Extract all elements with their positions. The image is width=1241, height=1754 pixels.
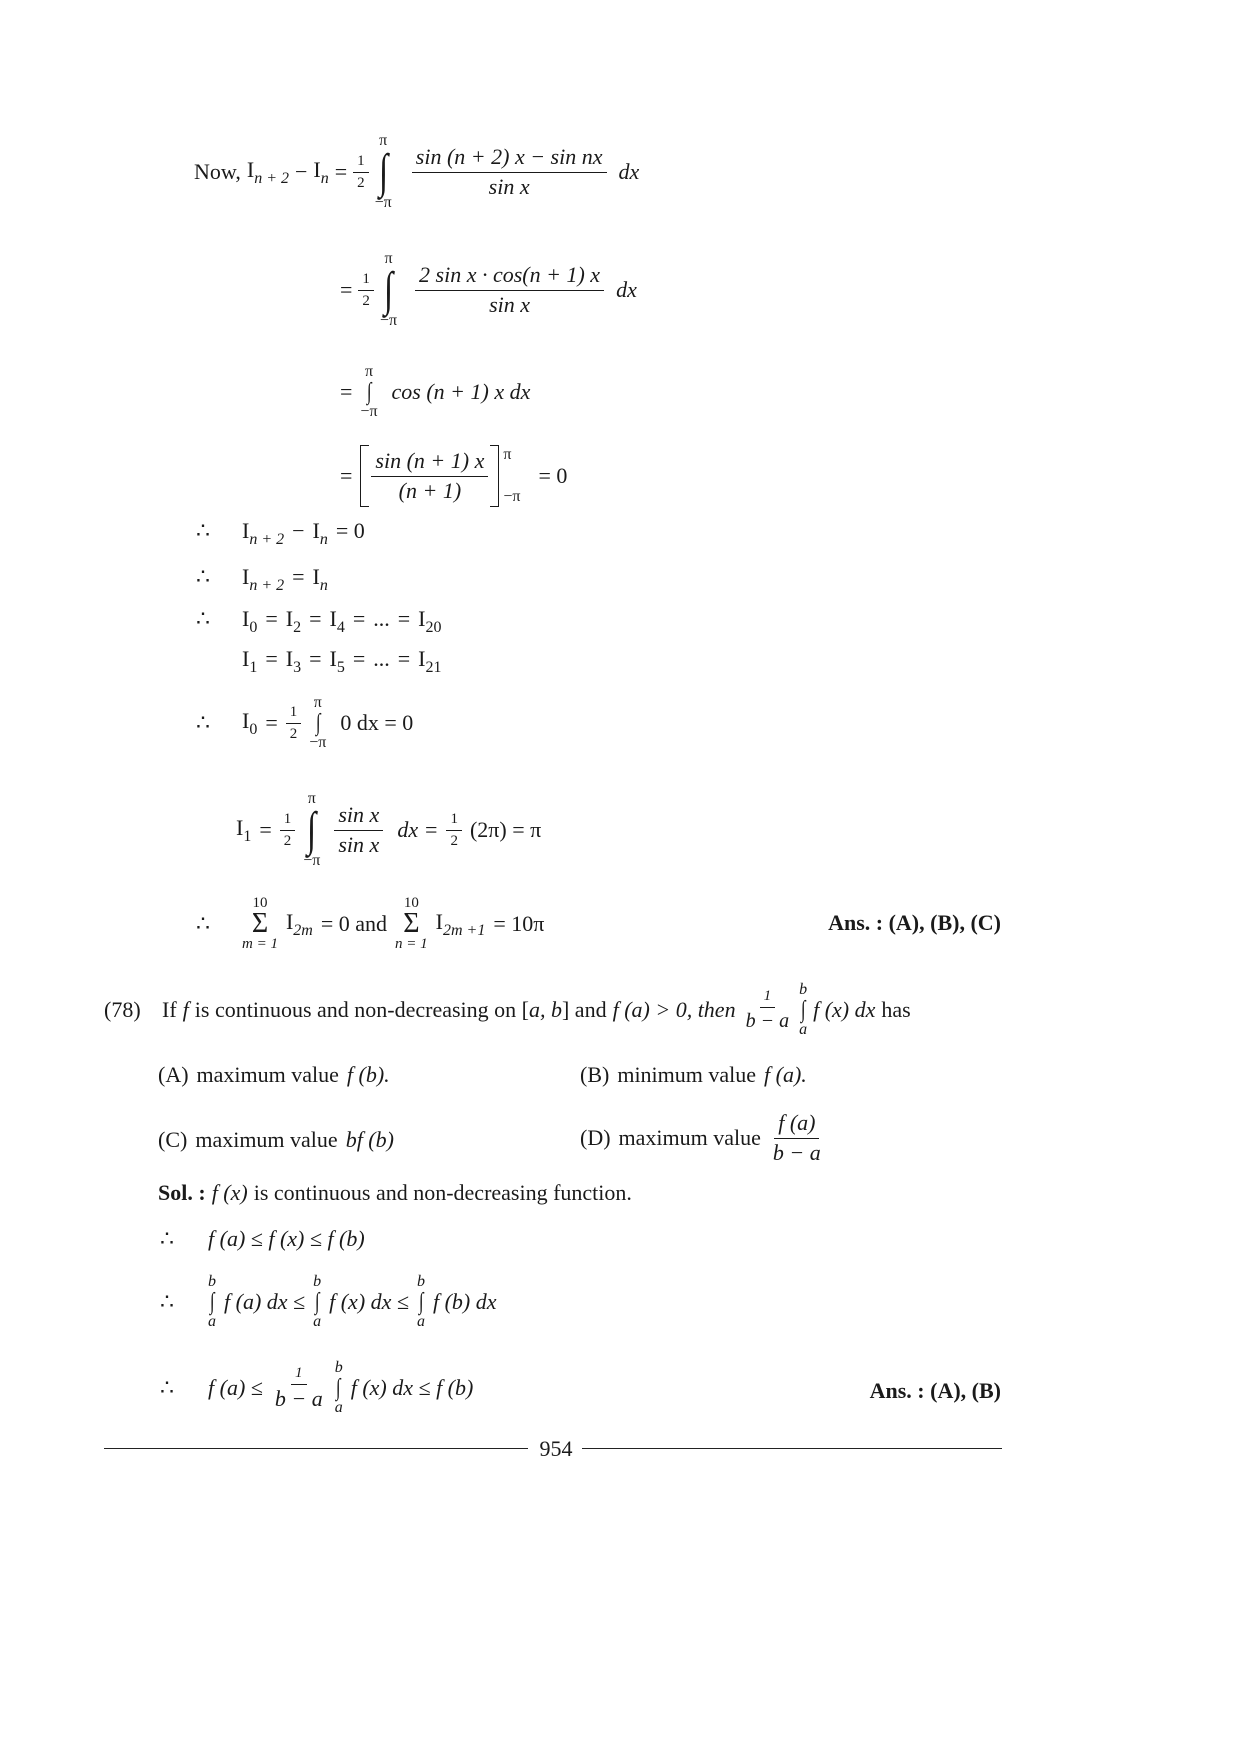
footer-rule-right bbox=[582, 1448, 1002, 1449]
integral-sign: b ∫ a bbox=[313, 1273, 322, 1330]
step1-fraction: $\frac{\text{sin (n + 2) x − sin nx}}{\text{sin x}}$ bbox=[412, 145, 607, 198]
solution-intro: Sol. : f (x) is continuous and non-decreasing function. bbox=[158, 1180, 632, 1205]
result-line-1: ∴ $I_{n + 2}$ − $I_n$ = 0 bbox=[196, 518, 365, 548]
odd-chain-line: $I_1$ = $I_3$ = $I_5$ = ... = $I_{21}$ bbox=[242, 646, 442, 676]
eq-line-1: Now, $I_{n + 2}$ − $I_n$ = $\frac{1}{2}$ π ∫ −π $\frac{\text{sin (n + 2) x − sin nx}}{\text{sin x}}$ dx bbox=[194, 132, 640, 211]
i1-fraction: $\frac{\text{sin x}}{\text{sin x}}$ bbox=[334, 803, 383, 856]
i0-line: ∴ $I_0$ = $\frac{1}{2}$ π ∫ −π 0 dx = 0 bbox=[196, 694, 414, 751]
integral-sign: π ∫ −π bbox=[374, 132, 392, 211]
answer-78: Ans. : (A), (B) bbox=[869, 1378, 1001, 1403]
eq-line-4: = $\frac{\sin (n + 1) x}{(n + 1)}$ π −π = 0 bbox=[340, 446, 568, 505]
sigma-sign: 10 Σ n = 1 bbox=[395, 895, 428, 952]
integral-sign: π ∫ −π bbox=[309, 694, 327, 751]
integral-sign: π ∫ −π bbox=[303, 790, 321, 869]
bracket-expression bbox=[360, 445, 499, 506]
step2-fraction: $\frac{\text{2 sin x · cos(n + 1) x}}{\text{sin x}}$ bbox=[415, 263, 604, 316]
now-label: Now, bbox=[194, 159, 241, 184]
page-number: 954 bbox=[539, 1436, 573, 1461]
solution-line-1: ∴ f (a) ≤ f (x) ≤ f (b) bbox=[160, 1226, 365, 1251]
solution-line-2: ∴ b ∫ a f (a) dx ≤ b ∫ a f (x) dx ≤ b ∫ a f (b) dx bbox=[160, 1273, 497, 1330]
solution-line-3: ∴ f (a) ≤ $\frac{1}{b - a}$ b ∫ a f (x) dx ≤ f (b) bbox=[160, 1359, 474, 1416]
integral-sign: b ∫ a bbox=[334, 1359, 343, 1416]
integral-sign: b ∫ a bbox=[416, 1273, 425, 1330]
even-chain-line: ∴ $I_0$ = $I_2$ = $I_4$ = ... = $I_{20}$ bbox=[196, 606, 442, 636]
question-78: (78) If f is continuous and non-decreasing on [ a, b ] and f (a) > 0, then $\frac{1}{b - a}$ b ∫ a f (x) dx has bbox=[104, 981, 911, 1038]
i1-line: $I_1$ = $\frac{1}{2}$ π ∫ −π $\frac{\text{sin x}}{\text{sin x}}$ dx = $\frac{1}{2}$ (2π) = π bbox=[236, 790, 542, 869]
therefore-symbol: ∴ bbox=[196, 518, 210, 543]
sum-line: ∴ 10 Σ m = 1 $I_{2m}$ = 0 and 10 Σ n = 1 $I_{2m +1}$ = 10π bbox=[196, 895, 545, 952]
half-fraction: $\frac{1}{2}$ bbox=[353, 153, 369, 191]
footer-rule-left bbox=[104, 1448, 528, 1449]
eq-line-2: = $\frac{1}{2}$ π ∫ −π $\frac{\text{2 sin x · cos(n + 1) x}}{\text{sin x}}$ dx bbox=[340, 250, 637, 329]
result-line-2: ∴ $I_{n + 2}$ = $I_n$ bbox=[196, 564, 328, 594]
option-a: (A) maximum value f (b). bbox=[158, 1062, 390, 1087]
option-b: (B) minimum value f (a). bbox=[580, 1062, 807, 1087]
q78-fraction: $\frac{1}{b - a}$ bbox=[745, 988, 790, 1032]
option-d: (D) maximum value $\frac{f (a)}{b - a}$ bbox=[580, 1110, 821, 1165]
answer-77: Ans. : (A), (B), (C) bbox=[828, 910, 1001, 935]
integral-sign: b ∫ a bbox=[208, 1273, 216, 1330]
solution-label: Sol. : bbox=[158, 1180, 206, 1205]
integral-sign: π ∫ −π bbox=[379, 250, 398, 329]
integral-sign: π ∫ −π bbox=[360, 363, 378, 420]
option-c: (C) maximum value bf (b) bbox=[158, 1127, 394, 1152]
integral-sign: b ∫ a bbox=[799, 981, 808, 1038]
sigma-sign: 10 Σ m = 1 bbox=[242, 895, 278, 952]
question-number: (78) bbox=[104, 997, 141, 1022]
eq-line-3: = π ∫ −π cos (n + 1) x dx bbox=[340, 363, 531, 420]
step4-fraction: $\frac{\sin (n + 1) x}{(n + 1)}$ bbox=[371, 449, 488, 502]
